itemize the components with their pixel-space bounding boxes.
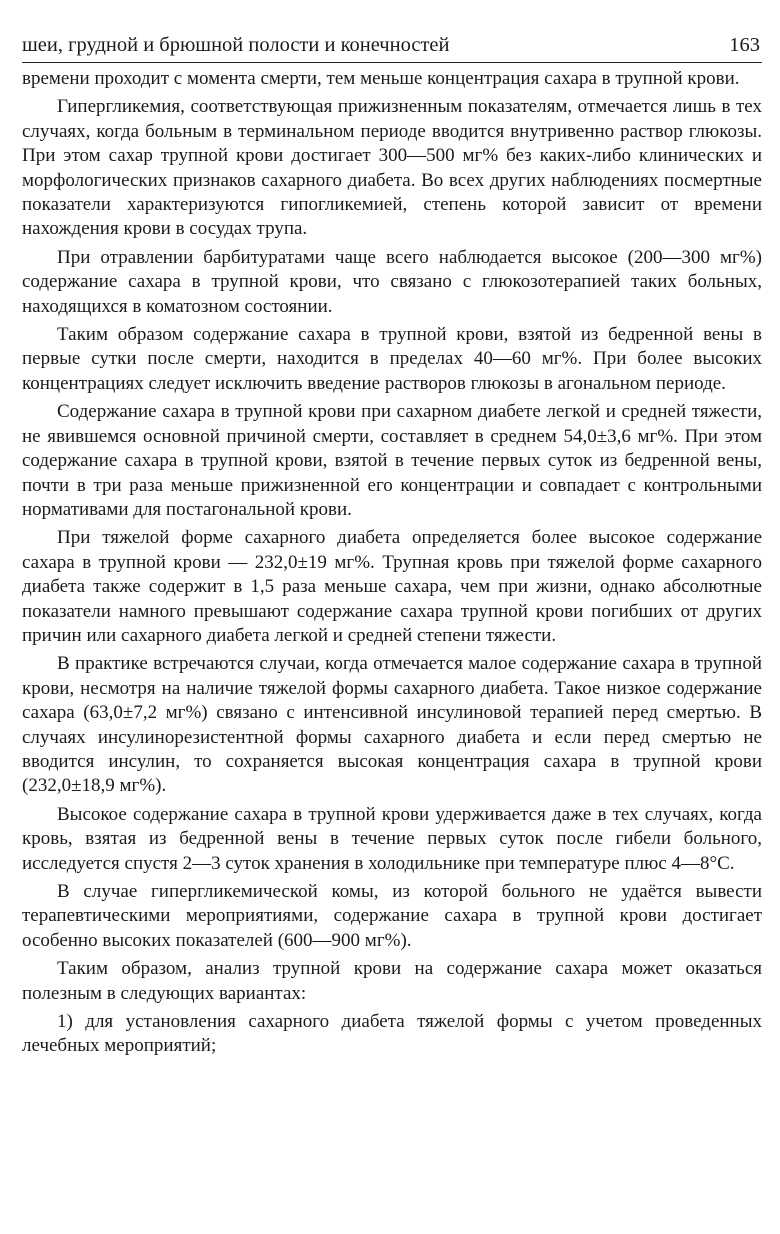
paragraph: времени проходит с момента смерти, тем меньше концентрация сахара в трупной крови. bbox=[22, 68, 740, 89]
book-page bbox=[22, 32, 762, 1059]
paragraph: В практике встречаются случаи, когда отмечается малое содержание сахара в трупной крови, несмотря на наличие тяжелой формы сахарного диабета. Такое низкое содержание сахара (63,0±7,2 мг%) связано с интенсивной инсулиновой терапией перед смертью. В случаях инсулинорезистентной формы сахарного диабета и если перед смертью не вводится инсулин, то сохраняется высокая концентрация сахара в трупной крови (232,0±18,9 мг%). bbox=[22, 653, 762, 797]
paragraph: При отравлении барбитуратами чаще всего наблюдается высокое (200—300 мг%) содержание сахара в трупной крови, что связано с глюкозотерапией таких больных, находящихся в коматозном состоянии. bbox=[22, 246, 762, 317]
paragraph: Содержание сахара в трупной крови при сахарном диабете легкой и средней тяжести, не явившемся основной причиной смерти, составляет в среднем 54,0±3,6 мг%. При этом содержание сахара в трупной крови, взятой в течение первых суток из бедренной вены, почти в три раза меньше прижизненной его концентрации и совпадает с контрольными нормативами для постагональной крови. bbox=[22, 401, 762, 520]
paragraph: Таким образом содержание сахара в трупной крови, взятой из бедренной вены в первые сутки после смерти, находится в пределах 40—60 мг%. При более высоких концентрациях следует исключить введение растворов глюкозы в агональном периоде. bbox=[22, 324, 762, 394]
page-number: 163 bbox=[729, 34, 760, 56]
paragraph: В случае гипергликемической комы, из которой больного не удаётся вывести терапевтическими мероприятиями, содержание сахара в трупной крови достигает особенно высоких показателей (600—900 мг%). bbox=[22, 881, 762, 951]
paragraph: Таким образом, анализ трупной крови на содержание сахара может оказаться полезным в следующих вариантах: bbox=[22, 958, 762, 1004]
running-header bbox=[22, 32, 762, 63]
header-title: шеи, грудной и брюшной полости и конечностей bbox=[22, 34, 450, 56]
page-body bbox=[22, 67, 762, 1059]
list-item: 1) для установления сахарного диабета тяжелой формы с учетом проведенных лечебных мероприятий; bbox=[22, 1011, 762, 1057]
paragraph: Высокое содержание сахара в трупной крови удерживается даже в тех случаях, когда кровь, взятая из бедренной вены в течение первых суток после гибели больного, исследуется спустя 2—3 суток хранения в холодильнике при температуре плюс 4—8°С. bbox=[22, 803, 762, 874]
paragraph: При тяжелой форме сахарного диабета определяется более высокое содержание сахара в трупной крови — 232,0±19 мг%. Трупная кровь при тяжелой форме сахарного диабета также содержит в 1,5 раза меньше сахара, чем при жизни, однако абсолютные показатели намного превышают содержание сахара трупной крови погибших от других причин или сахарного диабета легкой и средней степени тяжести. bbox=[22, 527, 762, 646]
paragraph: Гипергликемия, соответствующая прижизненным показателям, отмечается лишь в тех случаях, когда больным в терминальном периоде вводится внутривенно раствор глюкозы. При этом сахар трупной крови достигает 300—500 мг% без каких-либо клинических и морфологических признаков сахарного диабета. Во всех других наблюдениях посмертные показатели характеризуются гипогликемией, степень которой зависит от времени нахождения крови в сосудах трупа. bbox=[22, 96, 762, 240]
